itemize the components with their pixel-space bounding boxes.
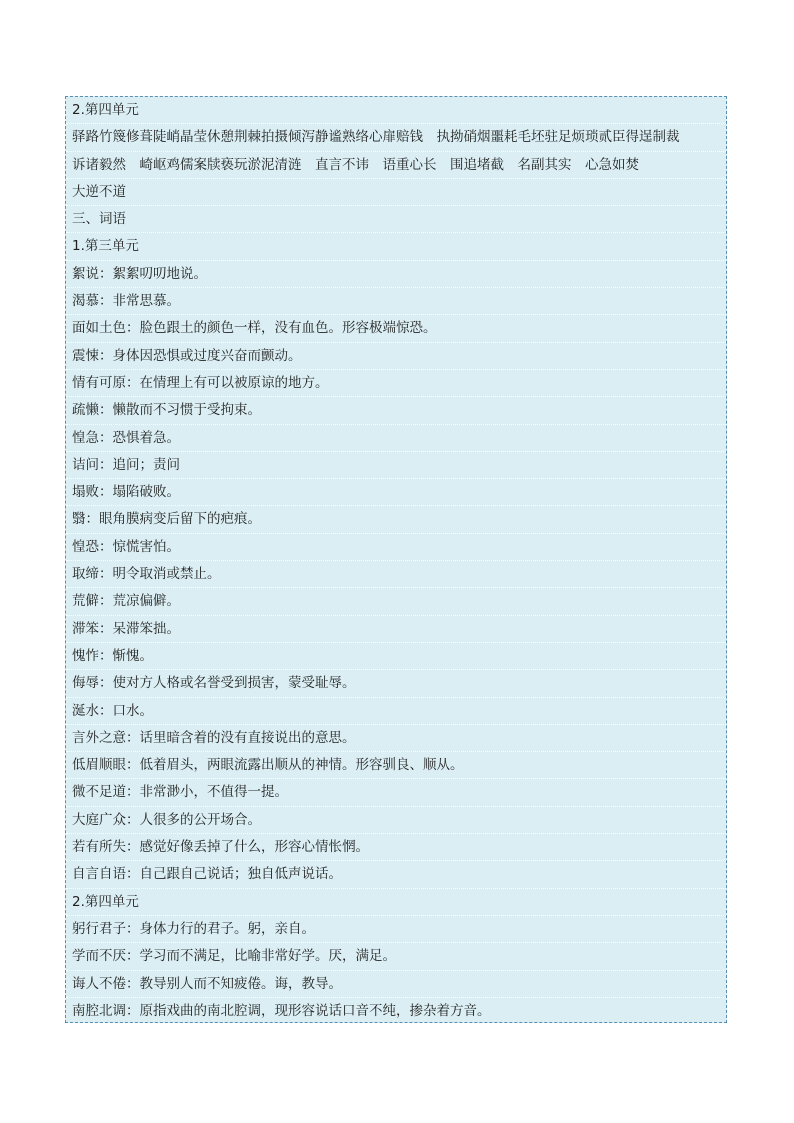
vocabulary-table	[65, 96, 727, 1023]
definition-item: 自言自语：自己跟自己说话；独自低声说话。	[66, 861, 726, 888]
definition-item: 诲人不倦：教导别人而不知疲倦。诲，教导。	[66, 971, 726, 998]
definition-item: 侮辱：使对方人格或名誉受到损害，蒙受耻辱。	[66, 670, 726, 697]
word-list-line: 驿路竹篾修葺陡峭晶莹休憩荆棘拍摄倾泻静谧熟络心扉赔钱 执拗硝烟噩耗毛坯驻足烦琐贰臣得逞制裁	[66, 124, 726, 151]
definition-item: 絮说：絮絮叨叨地说。	[66, 261, 726, 288]
definition-item: 滞笨：呆滞笨拙。	[66, 616, 726, 643]
definition-item: 惶急：恐惧着急。	[66, 425, 726, 452]
definition-item: 情有可原：在情理上有可以被原谅的地方。	[66, 370, 726, 397]
definition-item: 荒僻：荒凉偏僻。	[66, 588, 726, 615]
word-list-line: 大逆不道	[66, 179, 726, 206]
definition-item: 南腔北调：原指戏曲的南北腔调，现形容说话口音不纯，掺杂着方音。	[72, 1002, 491, 1019]
word-list-line: 诉诸毅然 崎岖鸡儒案牍亵玩淤泥清涟 直言不讳 语重心长 围追堵截 名副其实 心急如焚	[66, 152, 726, 179]
definition-item: 震悚：身体因恐惧或过度兴奋而颤动。	[66, 343, 726, 370]
section-heading: 1.第三单元	[66, 233, 726, 260]
definition-item: 惶恐：惊慌害怕。	[66, 534, 726, 561]
definition-item: 低眉顺眼：低着眉头，两眼流露出顺从的神情。形容驯良、顺从。	[66, 752, 726, 779]
definition-item: 面如土色：脸色跟土的颜色一样，没有血色。形容极端惊恐。	[66, 315, 726, 342]
definition-item: 翳：眼角膜病变后留下的疤痕。	[66, 506, 726, 533]
definition-item: 愧怍：惭愧。	[66, 643, 726, 670]
definition-item: 大庭广众：人很多的公开场合。	[66, 807, 726, 834]
definition-item: 诘问：追问；责问	[66, 452, 726, 479]
definition-item: 疏懒：懒散而不习惯于受拘束。	[66, 397, 726, 424]
definition-item: 塌败：塌陷破败。	[66, 479, 726, 506]
definition-item: 学而不厌：学习而不满足，比喻非常好学。厌，满足。	[66, 943, 726, 970]
definition-item: 言外之意：话里暗含着的没有直接说出的意思。	[66, 725, 726, 752]
definition-item: 微不足道：非常渺小，不值得一提。	[66, 779, 726, 806]
definition-item: 涎水：口水。	[66, 698, 726, 725]
section-heading: 2.第四单元	[66, 97, 726, 124]
definition-item: 若有所失：感觉好像丢掉了什么，形容心情怅惘。	[66, 834, 726, 861]
definition-item: 渴慕：非常思慕。	[66, 288, 726, 315]
definition-item: 取缔：明令取消或禁止。	[66, 561, 726, 588]
section-heading: 2.第四单元	[66, 889, 726, 916]
section-heading: 三、词语	[66, 206, 726, 233]
definition-item: 躬行君子：身体力行的君子。躬，亲自。	[66, 916, 726, 943]
